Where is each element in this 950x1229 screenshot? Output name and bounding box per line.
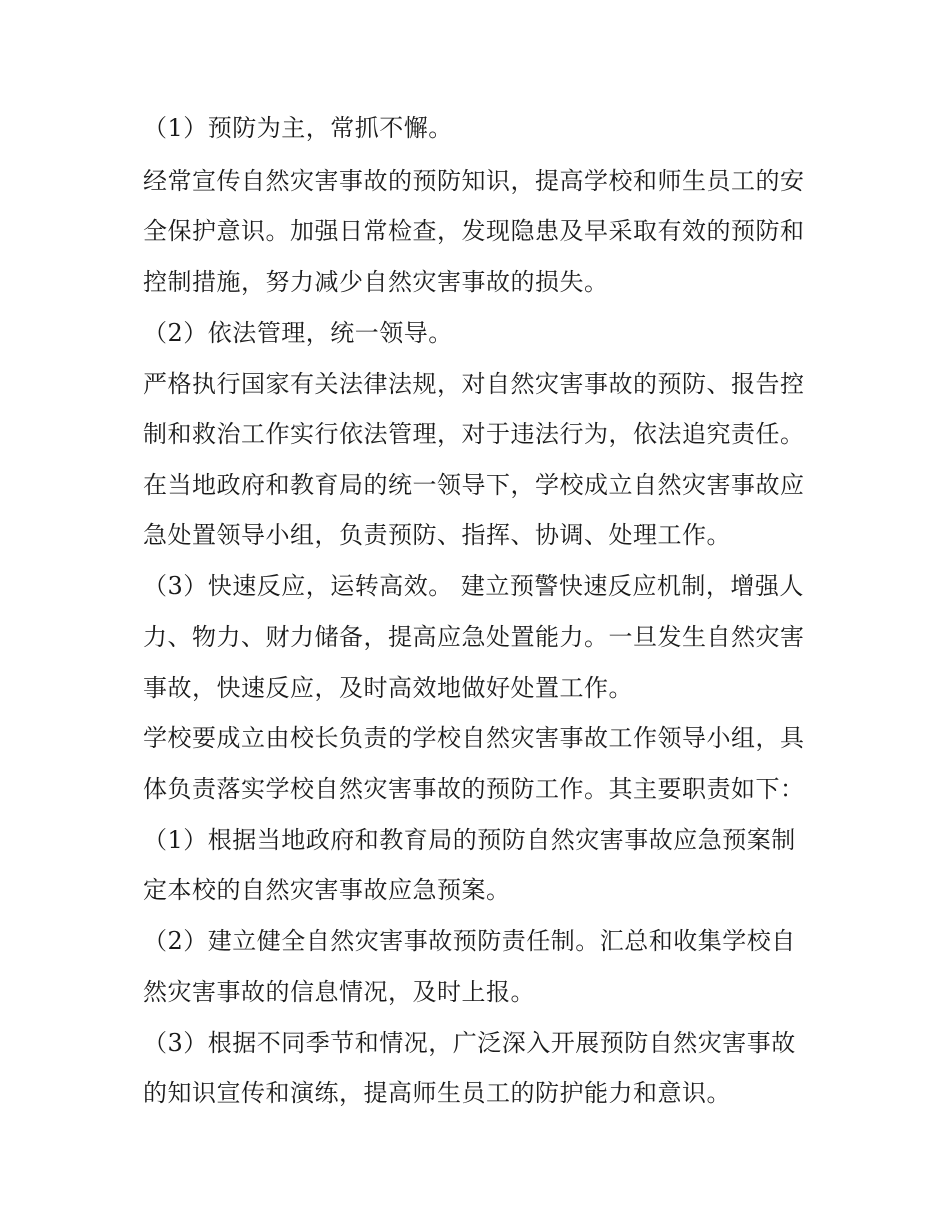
text-line: （2）依法管理，统一领导。: [143, 319, 453, 347]
text-line: 学校要成立由校长负责的学校自然灾害事故工作领导小组，具: [143, 724, 805, 752]
text-line: 在当地政府和教育局的统一领导下，学校成立自然灾害事故应: [143, 471, 805, 499]
text-line: 然灾害事故的信息情况，及时上报。: [143, 978, 535, 1006]
text-line: （3）快速反应，运转高效。 建立预警快速反应机制，增强人: [143, 572, 804, 600]
text-line: 急处置领导小组，负责预防、指挥、协调、处理工作。: [143, 521, 731, 549]
text-line: 控制措施，努力减少自然灾害事故的损失。: [143, 268, 609, 296]
text-line: （1）预防为主，常抓不懈。: [143, 114, 453, 142]
text-line: 经常宣传自然灾害事故的预防知识，提高学校和师生员工的安: [143, 167, 805, 195]
text-line: 的知识宣传和演练，提高师生员工的防护能力和意识。: [143, 1079, 731, 1107]
text-line: 体负责落实学校自然灾害事故的预防工作。其主要职责如下：: [143, 775, 805, 803]
text-line: 定本校的自然灾害事故应急预案。: [143, 876, 511, 904]
text-line: 全保护意识。加强日常检查，发现隐患及早采取有效的预防和: [143, 217, 805, 245]
text-line: 力、物力、财力储备，提高应急处置能力。一旦发生自然灾害: [143, 623, 805, 651]
text-line: （1）根据当地政府和教育局的预防自然灾害事故应急预案制: [143, 826, 796, 854]
text-line: 严格执行国家有关法律法规，对自然灾害事故的预防、报告控: [143, 370, 805, 398]
text-line: （2）建立健全自然灾害事故预防责任制。汇总和收集学校自: [143, 927, 796, 955]
text-line: 制和救治工作实行依法管理，对于违法行为，依法追究责任。: [143, 420, 805, 448]
text-line: （3）根据不同季节和情况，广泛深入开展预防自然灾害事故: [143, 1029, 796, 1057]
text-line: 事故，快速反应，及时高效地做好处置工作。: [143, 674, 633, 702]
